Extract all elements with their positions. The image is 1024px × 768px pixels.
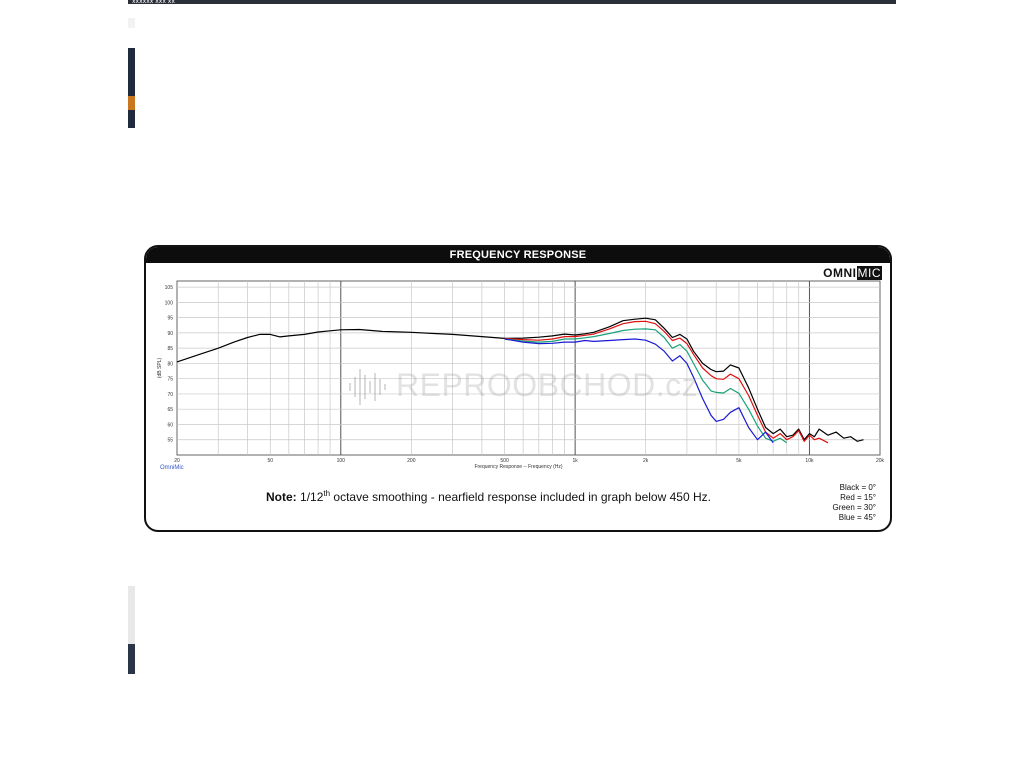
y-tick-label: 65 bbox=[167, 407, 173, 414]
frequency-response-chart bbox=[144, 245, 892, 532]
side-fragment bbox=[128, 18, 135, 28]
note-sup: th bbox=[323, 489, 331, 498]
brand-part2: MIC bbox=[857, 266, 881, 280]
smoothing-note bbox=[266, 489, 711, 504]
side-fragment bbox=[128, 110, 135, 128]
chart-title: FREQUENCY RESPONSE bbox=[146, 247, 890, 263]
watermark-waveform-icon bbox=[346, 365, 390, 409]
legend bbox=[833, 483, 876, 523]
x-tick-label: 20 bbox=[174, 458, 180, 464]
omnimic-footer-logo: OmniMic bbox=[160, 465, 184, 471]
watermark-text: REPROOBCHOD.cz bbox=[396, 367, 699, 403]
x-tick-label: 200 bbox=[407, 458, 416, 464]
side-fragment bbox=[128, 48, 135, 96]
x-tick-label: 500 bbox=[500, 458, 509, 464]
y-tick-label: 90 bbox=[167, 330, 173, 337]
x-tick-label: 100 bbox=[336, 458, 345, 464]
brand-part1: OMNI bbox=[823, 266, 857, 280]
y-tick-label: 95 bbox=[167, 315, 173, 322]
y-tick-label: 55 bbox=[167, 437, 173, 444]
browser-top-bar bbox=[128, 0, 896, 4]
x-axis-label: Frequency Response -- Frequency (Hz) bbox=[474, 464, 563, 470]
legend-entry: Green = 30° bbox=[832, 503, 876, 512]
top-bar-text: xxxxxx xxx xx bbox=[132, 0, 175, 4]
note-text2: octave smoothing - nearfield response included in graph below 450 Hz. bbox=[333, 490, 711, 504]
legend-entry: Blue = 45° bbox=[838, 513, 876, 522]
y-tick-label: 80 bbox=[167, 361, 173, 368]
y-tick-label: 75 bbox=[167, 376, 173, 383]
note-label: Note: bbox=[266, 490, 297, 504]
x-tick-label: 50 bbox=[267, 458, 274, 464]
y-tick-label: 70 bbox=[167, 391, 173, 398]
legend-entry: Red = 15° bbox=[840, 493, 876, 502]
side-fragment bbox=[128, 586, 135, 674]
x-tick-label: 5k bbox=[736, 458, 742, 464]
y-tick-label: 85 bbox=[167, 346, 173, 353]
x-tick-label: 2k bbox=[643, 458, 649, 464]
legend-entry: Black = 0° bbox=[839, 483, 876, 492]
note-text1: 1/12 bbox=[300, 490, 324, 504]
x-tick-label: 10k bbox=[805, 458, 814, 464]
y-axis-label: (dB SPL) bbox=[157, 357, 163, 379]
x-tick-label: 20k bbox=[875, 458, 885, 464]
side-fragment bbox=[128, 96, 135, 110]
x-tick-label: 1k bbox=[572, 458, 578, 464]
y-tick-label: 100 bbox=[164, 300, 173, 307]
y-tick-label: 60 bbox=[167, 422, 173, 429]
y-tick-label: 105 bbox=[164, 285, 173, 292]
